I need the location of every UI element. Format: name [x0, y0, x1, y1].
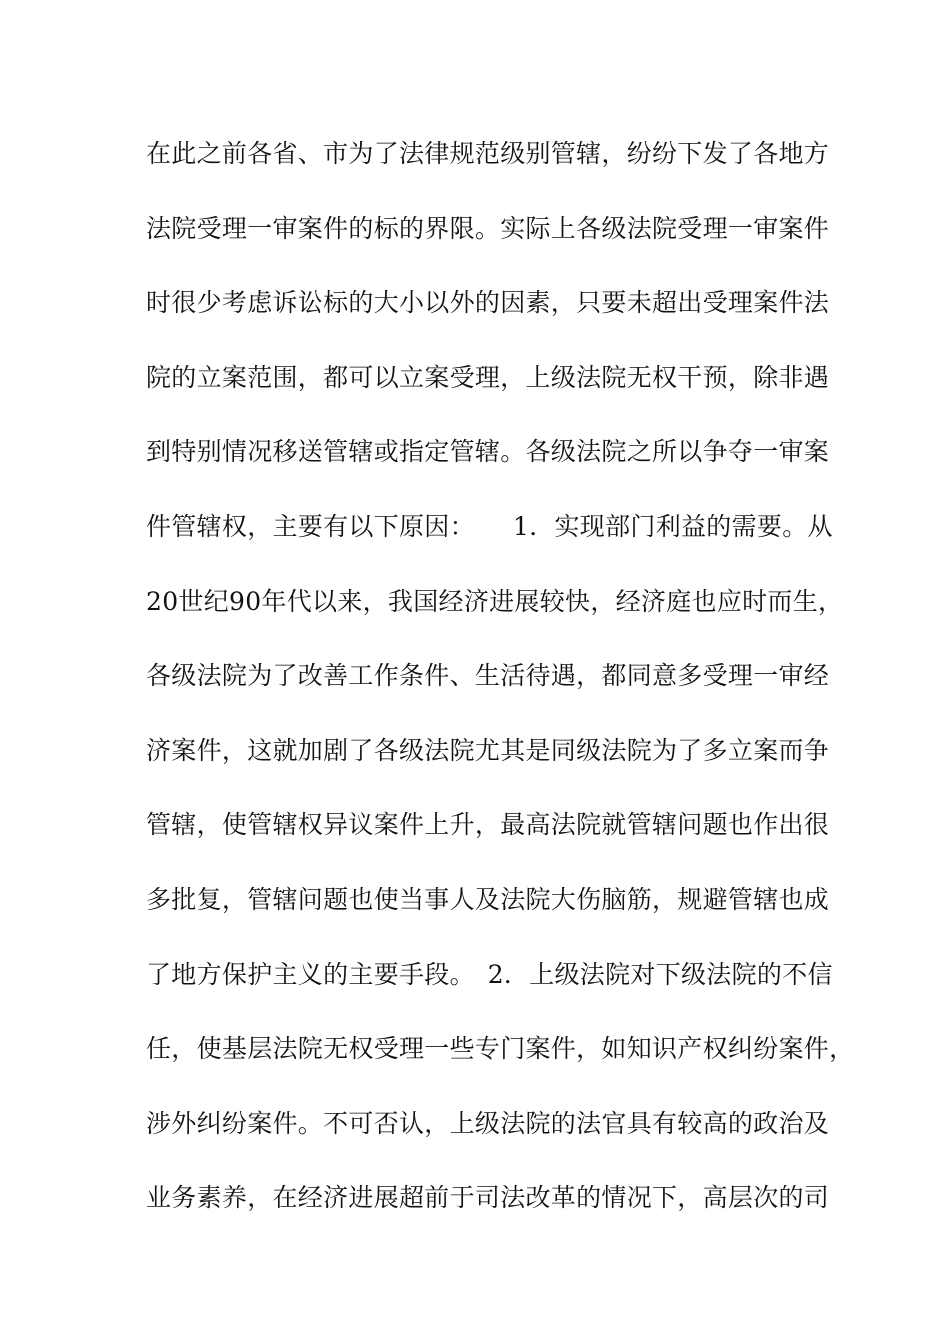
- text-line-5: 到特别情况移送管辖或指定管辖。各级法院之所以争夺一审案: [146, 437, 830, 467]
- text-line-15: 业务素养，在经济进展超前于司法改革的情况下，高层次的司: [146, 1183, 830, 1213]
- text-line-1: 在此之前各省、市为了法律规范级别管辖，纷纷下发了各地方: [146, 139, 830, 168]
- body-text: [146, 130, 855, 1249]
- text-line-8: 各级法院为了改善工作条件、生活待遇，都同意多受理一审经: [146, 661, 830, 691]
- text-line-4: 院的立案范围，都可以立案受理，上级法院无权干预，除非遇: [146, 362, 830, 392]
- text-line-3: 时很少考虑诉讼标的大小以外的因素，只要未超出受理案件法: [146, 288, 830, 318]
- text-line-10: 管辖，使管辖权异议案件上升，最高法院就管辖问题也作出很: [146, 810, 830, 840]
- text-line-11: 多批复，管辖问题也使当事人及法院大伤脑筋，规避管辖也成: [146, 884, 830, 914]
- text-line-9: 济案件，这就加剧了各级法院尤其是同级法院为了多立案而争: [146, 735, 830, 765]
- text-line-6: 件管辖权，主要有以下原因： 1．实现部门利益的需要。从: [146, 511, 833, 541]
- text-line-7: 20世纪90年代以来，我国经济进展较快，经济庭也应时而生，: [146, 586, 844, 616]
- text-line-2: 法院受理一审案件的标的界限。实际上各级法院受理一审案件: [146, 213, 830, 243]
- text-line-12: 了地方保护主义的主要手段。 2．上级法院对下级法院的不信: [146, 959, 833, 989]
- text-line-13: 任，使基层法院无权受理一些专门案件，如知识产权纠纷案件，: [146, 1034, 855, 1064]
- text-line-14: 涉外纠纷案件。不可否认，上级法院的法官具有较高的政治及: [146, 1108, 830, 1138]
